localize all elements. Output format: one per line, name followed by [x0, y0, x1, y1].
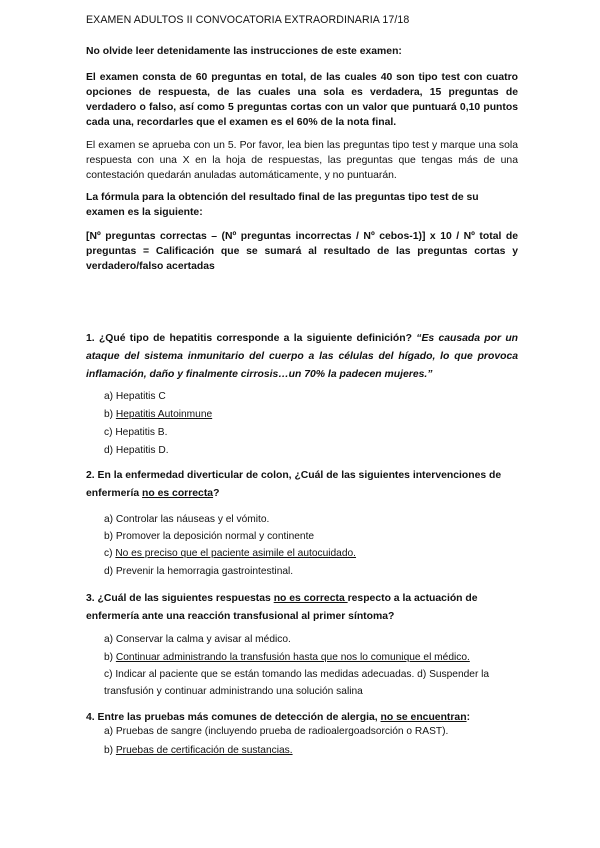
- question-2-end: ?: [213, 488, 220, 499]
- option-letter: b): [104, 409, 116, 420]
- question-1-stem: [86, 330, 518, 384]
- question-2-option-b: b) Promover la deposición normal y continente: [104, 531, 315, 542]
- correct-answer-text: Hepatitis Autoinmune: [115, 409, 213, 420]
- question-1-option-b: [104, 407, 212, 423]
- instructions-formula: [Nº preguntas correctas – (Nº preguntas incorrectas / Nº cebos-1)] x 10 / Nº total de preguntas = Calificación que se sumará al resultado de las preguntas cortas y verdadero/falso acertadas: [86, 231, 518, 272]
- correct-answer-text: Continuar administrando la transfusión hasta que nos lo comunique el médico.: [115, 652, 470, 663]
- correct-answer-text: No es preciso que el paciente asimile el autocuidado.: [115, 548, 357, 559]
- question-1-option-a: a) Hepatitis C: [104, 391, 166, 402]
- question-1-quote: “Es causada por un ataque del sistema inmunitario del cuerpo a las células del hígado, lo que provoca inflamación, daño y finalmente cirrosis…un 70% la padecen mujeres.”: [86, 333, 519, 380]
- correct-answer-text: Pruebas de certificación de sustancias.: [115, 745, 293, 756]
- instructions-intro: No olvide leer detenidamente las instrucciones de este examen:: [86, 46, 402, 57]
- question-1-text: 1. ¿Qué tipo de hepatitis corresponde a la siguiente definición?: [86, 333, 412, 344]
- option-letter: b): [104, 652, 116, 663]
- question-4-end: :: [466, 712, 471, 723]
- instructions-exam-structure: El examen consta de 60 preguntas en total, de las cuales 40 son tipo test con cuatro opciones de respuesta, de las cuales una sola es verdadera, 15 preguntas de verdadero o falso, así como 5 preguntas cortas con un valor que puntuará 0,10 puntos cada una, recordarles que el examen es el 60% de la nota final.: [86, 72, 518, 128]
- question-1-option-c: c) Hepatitis B.: [104, 427, 168, 438]
- question-3-stem: [86, 590, 518, 626]
- question-2-option-d: d) Prevenir la hemorragia gastrointestinal.: [104, 566, 294, 577]
- option-letter: c): [104, 548, 116, 559]
- question-2-text: 2. En la enfermedad diverticular de colon, ¿Cuál de las siguientes intervenciones de enfermería: [86, 470, 502, 499]
- question-4-underlined: no se encuentran: [380, 712, 467, 723]
- question-4-option-b: [104, 743, 293, 759]
- question-3-text: 3. ¿Cuál de las siguientes respuestas: [86, 593, 274, 604]
- question-3-option-a: a) Conservar la calma y avisar al médico.: [104, 634, 291, 645]
- question-3-underlined: no es correcta: [273, 593, 348, 604]
- question-3-end: respecto a la actuación de enfermería ante una reacción transfusional al primer síntoma?: [86, 593, 478, 622]
- question-4-option-a: a) Pruebas de sangre (incluyendo prueba de radioalergoadsorción o RAST).: [104, 726, 449, 737]
- exam-header: EXAMEN ADULTOS II CONVOCATORIA EXTRAORDINARIA 17/18: [86, 14, 410, 26]
- question-1-option-d: d) Hepatitis D.: [104, 445, 169, 456]
- question-3-option-c-d: c) Indicar al paciente que se están tomando las medidas adecuadas. d) Suspender la transfusión y continuar administrando una solución salina: [104, 669, 490, 697]
- question-2-option-a: a) Controlar las náuseas y el vómito.: [104, 514, 270, 525]
- option-letter: b): [104, 745, 116, 756]
- question-4-text: 4. Entre las pruebas más comunes de detección de alergia,: [86, 712, 381, 723]
- question-2-underlined: no es correcta: [142, 488, 214, 499]
- question-3-option-b: [104, 650, 470, 666]
- question-2-option-c: [104, 546, 356, 562]
- instructions-formula-intro: La fórmula para la obtención del resultado final de las preguntas tipo test de su examen es la siguiente:: [86, 192, 479, 218]
- question-2-stem: [86, 467, 518, 503]
- instructions-passing: El examen se aprueba con un 5. Por favor, lea bien las preguntas tipo test y marque una sola respuesta con una X en la hoja de respuestas, las preguntas que tengas más de una contestación quedarán anuladas automáticamente, y no puntuarán.: [86, 140, 518, 181]
